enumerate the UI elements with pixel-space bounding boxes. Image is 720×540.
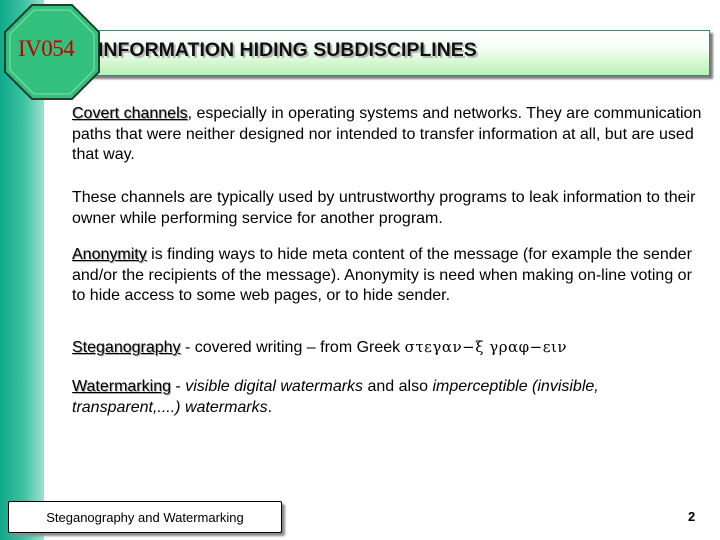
term-steganography: Steganography xyxy=(72,339,181,356)
covert-channels-text: , especially in operating systems and networks. They are communication paths that were neither designed nor intended to transfer information at all, but are used that way. xyxy=(72,105,702,163)
paragraph-anonymity xyxy=(72,245,704,307)
footer-title: Steganography and Watermarking xyxy=(46,510,244,525)
page-number: 2 xyxy=(688,509,696,524)
watermarking-italic-a: visible digital watermarks xyxy=(185,378,364,395)
steganography-text: - covered writing – from Greek xyxy=(180,339,405,356)
slide-title: INFORMATION HIDING SUBDISCIPLINES xyxy=(98,39,477,61)
anonymity-text: is finding ways to hide meta content of the message (for example the sender and/or the recipients of the message). Anonymity is need when making on-line voting or to hide access to some web pages, or to hide sender. xyxy=(72,246,692,304)
paragraph-steganography xyxy=(72,337,567,359)
watermarking-text-b: and also xyxy=(363,378,433,395)
watermarking-text-c: . xyxy=(267,398,273,416)
greek-phrase: στεγαν−ξ γραφ−ειν xyxy=(404,338,567,356)
course-code: IV054 xyxy=(18,36,75,61)
paragraph-covert-channels xyxy=(72,104,704,166)
term-anonymity: Anonymity xyxy=(72,246,147,263)
term-covert-channels: Covert channels xyxy=(72,105,188,122)
footer-box xyxy=(8,501,282,533)
watermarking-italic-b: imperceptible (invisible, transparent,....) watermarks xyxy=(72,378,599,416)
paragraph-channels-usage xyxy=(72,188,704,229)
term-watermarking: Watermarking xyxy=(72,378,171,395)
channels-usage-text: These channels are typically used by untrustworthy programs to leak information to their owner while performing service for another program. xyxy=(72,189,696,227)
paragraph-watermarking xyxy=(72,377,704,418)
watermarking-text-a: - xyxy=(170,378,186,395)
